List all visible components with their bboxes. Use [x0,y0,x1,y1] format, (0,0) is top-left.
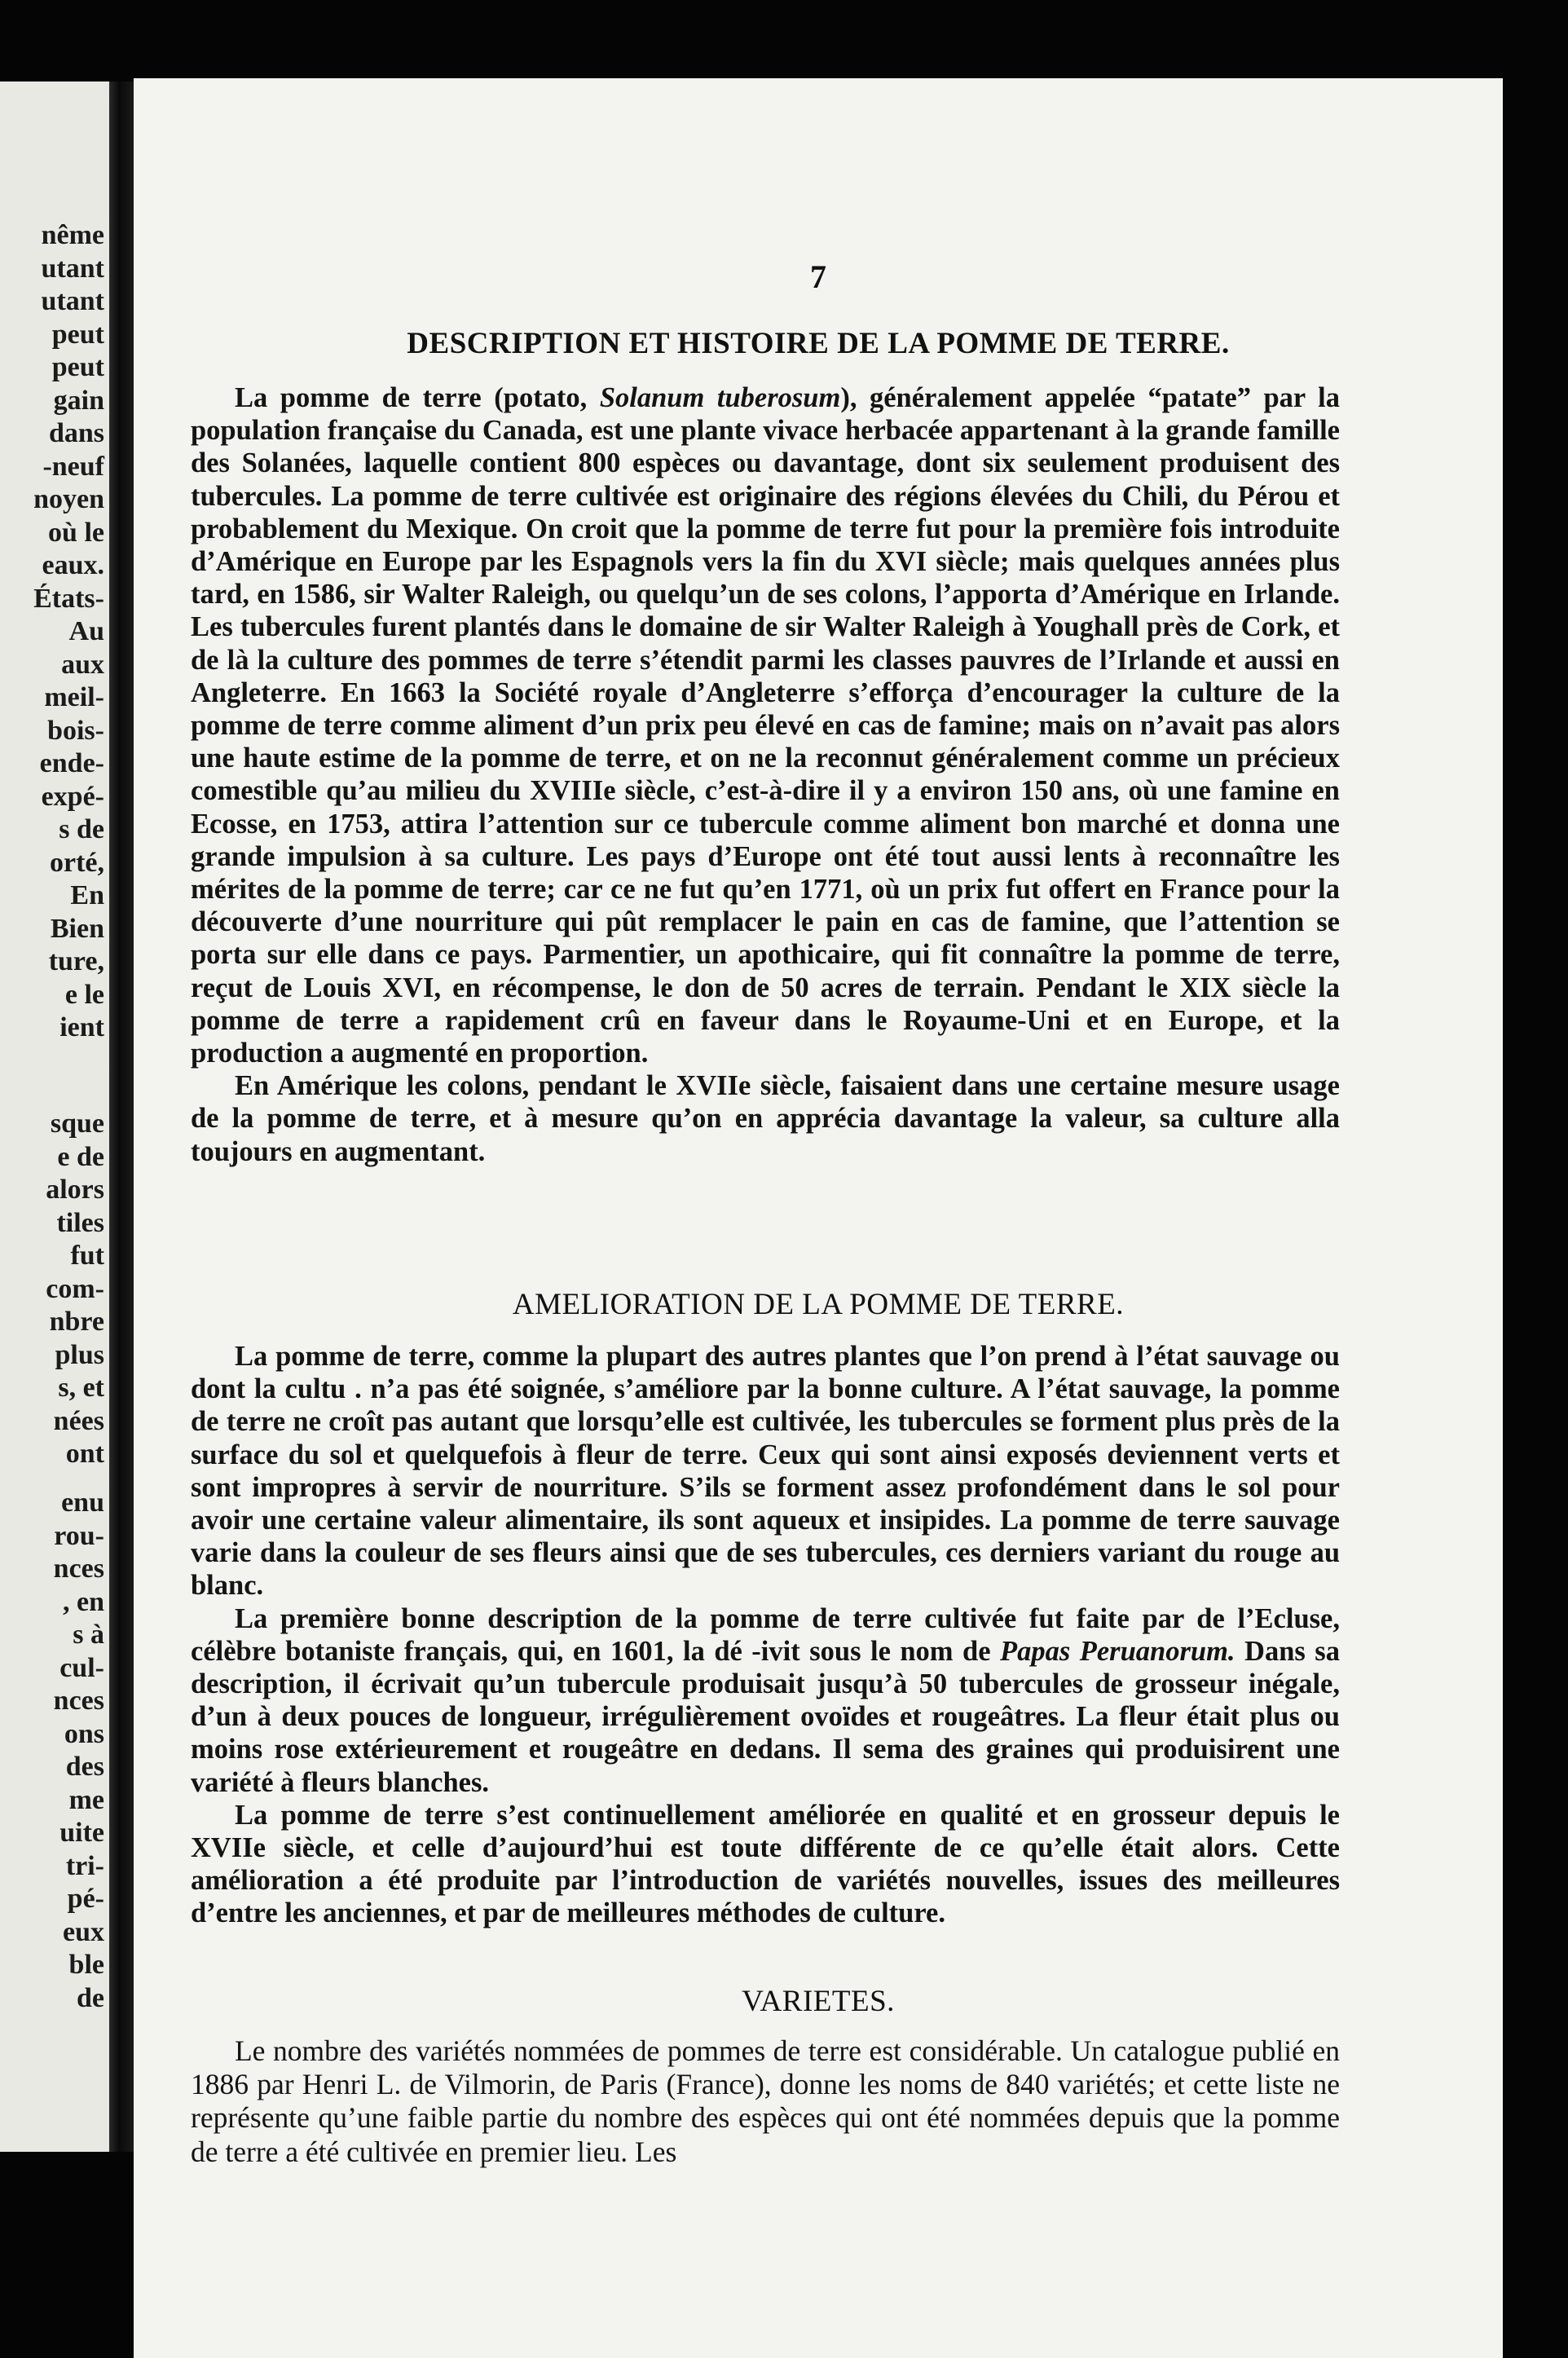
section-body-varietes [191,2034,1340,2169]
margin-text-fragment: uite [59,1818,104,1848]
margin-text-fragment: tiles [56,1207,104,1238]
margin-text-fragment: cul- [59,1652,104,1683]
margin-text-fragment: eux [63,1916,104,1947]
paragraph: La première bonne description de la pomme de terre cultivée fut faite par de l’Ecluse, célèbre botaniste français, qui, en 1601, la dé -ivit sous le nom de Papas Peruanorum. Dans sa description, il écrivait qu’un tubercule produisait jusqu’à 50 tubercules de grosseur inégale, d’un à deux pouces de longueur, irrégulièrement ovoïdes et rougeâtres. La fleur était plus ou moins rose extérieurement et rougeâtre en dedans. Il sema des graines qui produisirent une variété à fleurs blanches. [191,1602,1340,1798]
margin-text-fragment: e le [64,979,104,1010]
section-title-description: DESCRIPTION ET HISTOIRE DE LA POMME DE TERRE. [407,327,1230,360]
margin-text-fragment: nême [41,220,104,250]
margin-text-fragment: orté, [49,847,104,878]
paragraph: La pomme de terre (potato, Solanum tuberosum), généralement appelée “patate” par la population française du Canada, est une plante vivace herbacée appartenant à la grande famille des Solanées, laquelle contient 800 espèces ou davantage, dont six seulement produisent des tubercules. La pomme de terre cultivée est originaire des régions élevées du Chili, du Pérou et probablement du Mexique. On croit que la pomme de terre fut pour la première fois introduite d’Amérique en Europe par les Espagnols vers la fin du XVI siècle; mais quelques années plus tard, en 1586, sir Walter Raleigh, ou quelqu’un de ses colons, l’apporta d’Amérique en Irlande. Les tubercules furent plantés dans le domaine de sir Walter Raleigh à Youghall près de Cork, et de là la culture des pommes de terre s’étendit parmi les classes pauvres de l’Irlande et aussi en Angleterre. En 1663 la Société royale d’Angleterre s’efforça d’encourager la culture de la pomme de terre comme aliment d’un prix peu élevé en cas de famine; mais on n’avait pas alors une haute estime de la pomme de terre, et on ne la reconnut généralement comme un précieux comestible qu’au milieu du XVIIIe siècle, c’est-à-dire il y a environ 150 ans, où une famine en Ecosse, en 1753, attira l’attention sur ce tubercule comme aliment bon marché et donna une grande impulsion à sa culture. Les pays d’Europe ont été tout aussi lents à reconnaître les mérites de la pomme de terre; car ce ne fut qu’en 1771, où un prix fut offert en France pour la découverte d’une nourriture qui pût remplacer le pain en cas de famine, que l’attention se porta sur elle dans ce pays. Parmentier, un apothicaire, qui fit connaître la pomme de terre, reçut de Louis XVI, en récompense, le don de 50 acres de terrain. Pendant le XIX siècle la pomme de terre a rapidement crû en faveur dans le Royaume-Uni et en Europe, et la production a augmenté en proportion. [191,382,1340,1069]
margin-text-fragment: noyen [33,484,104,514]
section-title-amelioration: AMELIORATION DE LA POMME DE TERRE. [512,1288,1125,1321]
margin-text-fragment: nbre [49,1307,104,1337]
section-title-varietes: VARIETES. [742,1985,895,2018]
page-number: 7 [810,258,826,295]
margin-text-fragment: s de [59,814,104,844]
margin-text-fragment: plus [55,1339,104,1370]
margin-text-fragment: ture, [48,946,104,976]
paragraph: En Amérique les colons, pendant le XVIIe siècle, faisaient dans une certaine mesure usage de la pomme de terre, et à mesure qu’on en apprécia davantage la valeur, sa culture alla toujours en augmentant. [191,1070,1340,1167]
margin-text-fragment: fut [70,1241,104,1271]
margin-text-fragment: enu [61,1488,104,1518]
margin-text-fragment: e de [57,1141,104,1172]
margin-text-fragment: peut [51,319,104,350]
margin-text-fragment: Au [68,616,104,646]
section-body-amelioration [191,1340,1340,1930]
margin-text-fragment: nées [53,1405,104,1436]
margin-text-fragment: En [70,880,104,910]
margin-text-fragment: bois- [47,715,104,746]
margin-text-fragment: -neuf [42,451,104,482]
paragraph: La pomme de terre s’est continuellement améliorée en qualité et en grosseur depuis le XVIIe siècle, et celle d’aujourd’hui est toute différente de ce qu’elle était alors. Cette amélioration a été produite par l’introduction de variétés nouvelles, issues des meilleures d’entre les anciennes, et par de meilleures méthodes de culture. [191,1799,1340,1929]
section-body-description [191,381,1340,1168]
margin-text-fragment: de [77,1982,104,2013]
document-page [134,78,1503,2358]
margin-text-fragment: eaux. [42,550,104,580]
margin-text-fragment: dans [48,418,104,448]
margin-text-fragment: meil- [44,682,104,712]
margin-text-fragment: ble [68,1950,104,1980]
margin-text-fragment: Bien [50,913,104,944]
margin-text-fragment: ons [64,1718,104,1749]
margin-text-fragment: nces [53,1686,104,1716]
margin-text-fragment: gain [53,385,104,416]
paragraph: La pomme de terre, comme la plupart des autres plantes que l’on prend à l’état sauvage ou dont la cultu . n’a pas été soignée, s’améliore par la bonne culture. A l’état sauvage, la pomme de terre ne croît pas autant que lorsqu’elle est cultivée, les tubercules se forment plus près de la surface du sol et quelquefois à fleur de terre. Ceux qui sont ainsi exposés deviennent verts et sont impropres à servir de nourriture. S’ils se forment assez profondément dans le sol pour avoir une certaine valeur alimentaire, ils sont aqueux et insipides. La pomme de terre sauvage varie dans la couleur de ses fleurs ainsi que de ses tubercules, ces derniers variant du rouge au blanc. [191,1341,1340,1602]
margin-text-fragment: s, et [58,1373,104,1403]
paragraph: Le nombre des variétés nommées de pommes de terre est considérable. Un catalogue publié en 1886 par Henri L. de Vilmorin, de Paris (France), donne les noms de 840 variétés; et cette liste ne représente qu’une faible partie du nombre des espèces qui ont été nommées depuis que la pomme de terre a été cultivée en premier lieu. Les [191,2034,1340,2168]
margin-text-fragment: États- [33,583,104,614]
margin-text-fragment: peut [51,352,104,382]
margin-text-fragment: utant [41,253,104,284]
margin-text-fragment: des [65,1752,104,1782]
margin-text-fragment: pé- [67,1884,104,1914]
book-gutter [109,82,134,2152]
margin-text-fragment: rou- [54,1520,104,1551]
margin-text-fragment: s à [73,1620,104,1650]
margin-text-fragment: sque [50,1108,104,1139]
margin-text-fragment: , en [63,1586,104,1617]
margin-text-fragment: nces [53,1554,104,1584]
margin-text-fragment: com- [46,1273,104,1304]
margin-text-fragment: où le [48,517,104,548]
adjacent-page-fragment [0,82,109,2152]
margin-text-fragment: utant [41,286,104,316]
margin-text-fragment: aux [61,649,104,680]
margin-text-fragment: ont [65,1439,104,1469]
margin-text-fragment: expé- [41,781,104,812]
margin-text-fragment: ende- [39,748,104,778]
margin-text-fragment: ient [59,1012,104,1042]
margin-text-fragment: me [68,1784,104,1815]
margin-text-fragment: alors [46,1175,104,1205]
margin-text-fragment: tri- [65,1850,104,1881]
